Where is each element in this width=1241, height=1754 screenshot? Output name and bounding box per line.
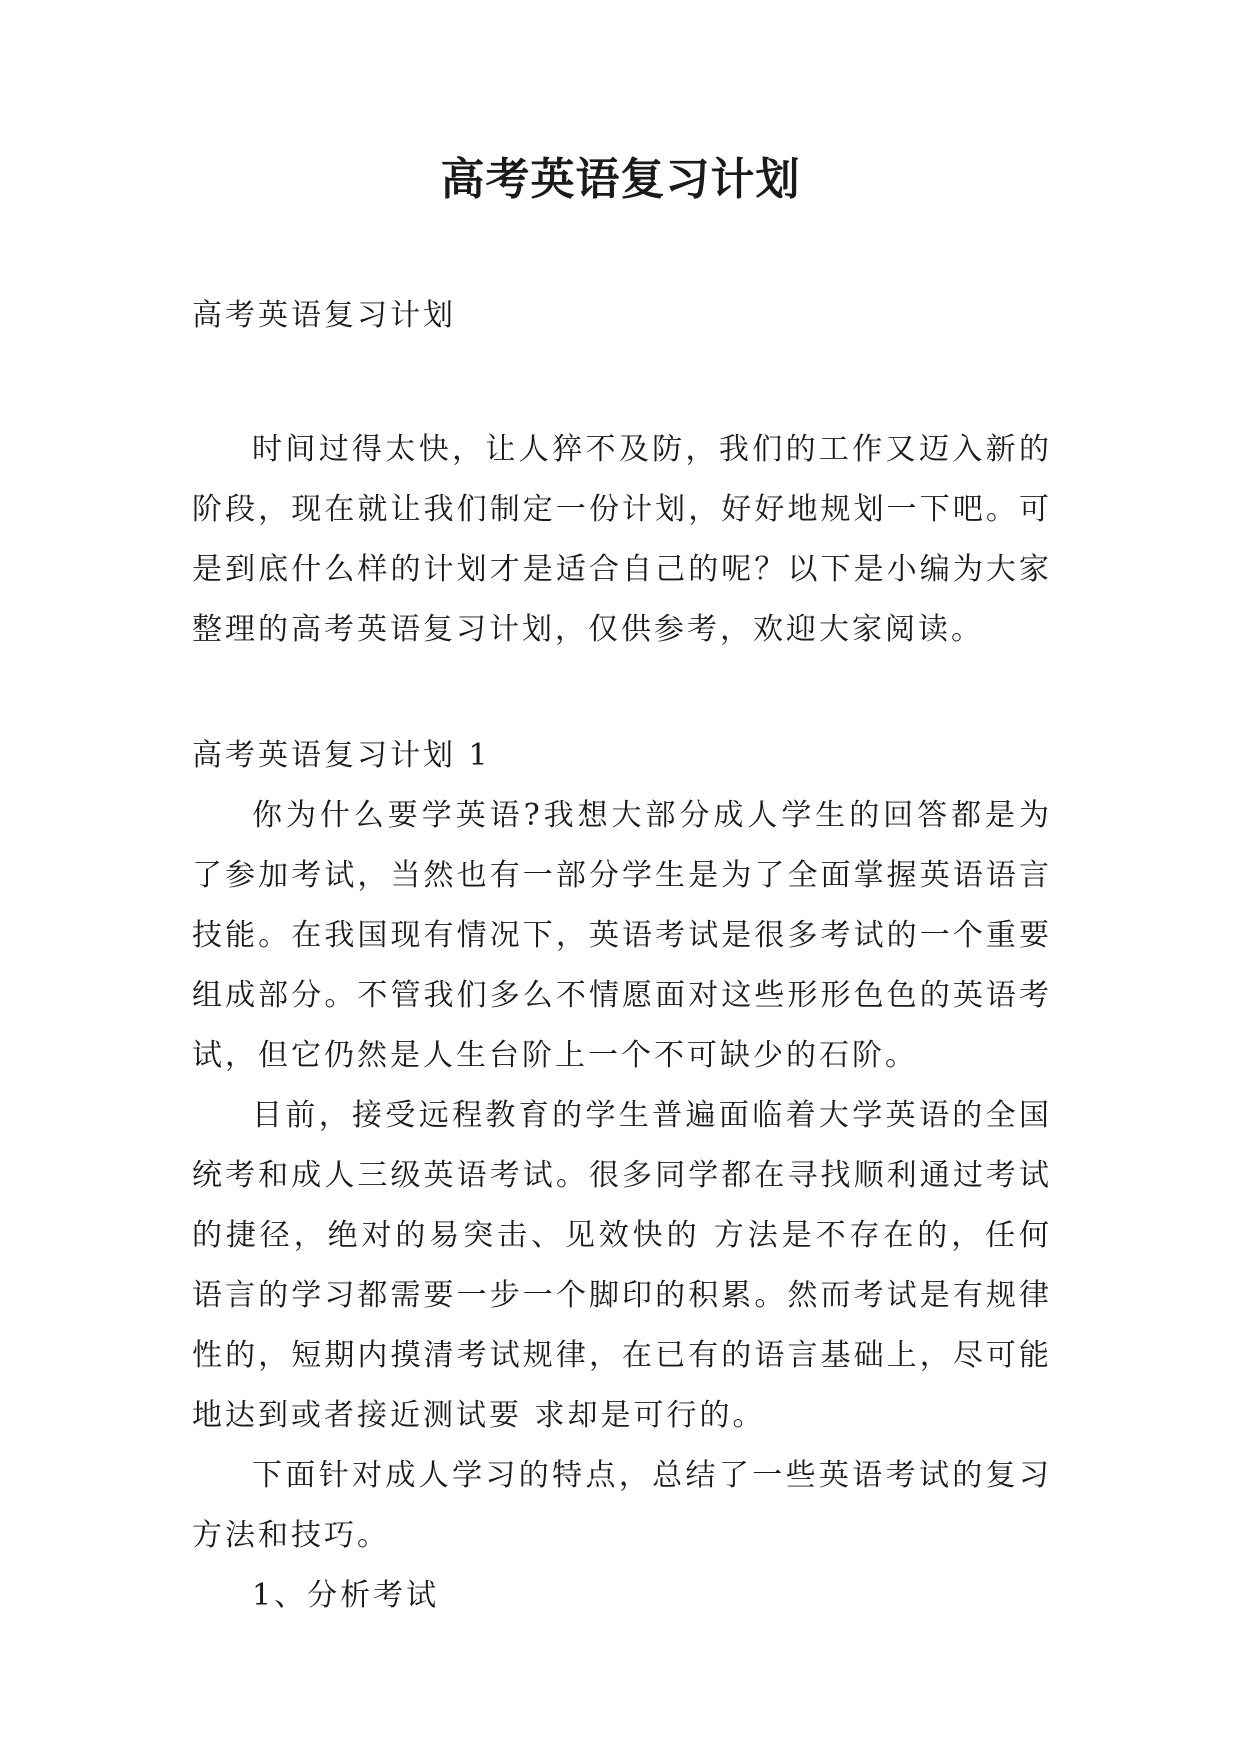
body-paragraph: 下面针对成人学习的特点，总结了一些英语考试的复习方法和技巧。 [192,1458,1052,1553]
document-title: 高考英语复习计划 [440,154,801,205]
body-paragraph: 目前，接受远程教育的学生普遍面临着大学英语的全国统考和成人三级英语考试。很多同学都在寻找顺利通过考试的捷径，绝对的易突击、见效快的 方法是不存在的，任何语言的学习都需要一步一个脚印的积累。然而考试是有规律性的，短期内摸清考试规律，在已有的语言基础上，尽可能地达到或者接近测试要 求却是可行的。 [192,1098,1052,1433]
document-subtitle: 高考英语复习计划 [192,298,456,333]
intro-paragraph: 时间过得太快，让人猝不及防，我们的工作又迈入新的阶段，现在就让我们制定一份计划，好好地规划一下吧。可是到底什么样的计划才是适合自己的呢？以下是小编为大家整理的高考英语复习计划，仅供参考，欢迎大家阅读。 [192,432,1052,647]
body-paragraph: 你为什么要学英语?我想大部分成人学生的回答都是为了参加考试，当然也有一部分学生是为了全面掌握英语语言技能。在我国现有情况下，英语考试是很多考试的一个重要组成部分。不管我们多么不情愿面对这些形形色色的英语考试，但它仍然是人生台阶上一个不可缺少的石阶。 [192,798,1052,1073]
spacer [192,346,1052,420]
section-heading: 高考英语复习计划 1 [192,738,491,773]
list-item-heading: 1、分析考试 [252,1578,440,1613]
spacer [192,660,1052,726]
document-body [192,286,1052,1626]
